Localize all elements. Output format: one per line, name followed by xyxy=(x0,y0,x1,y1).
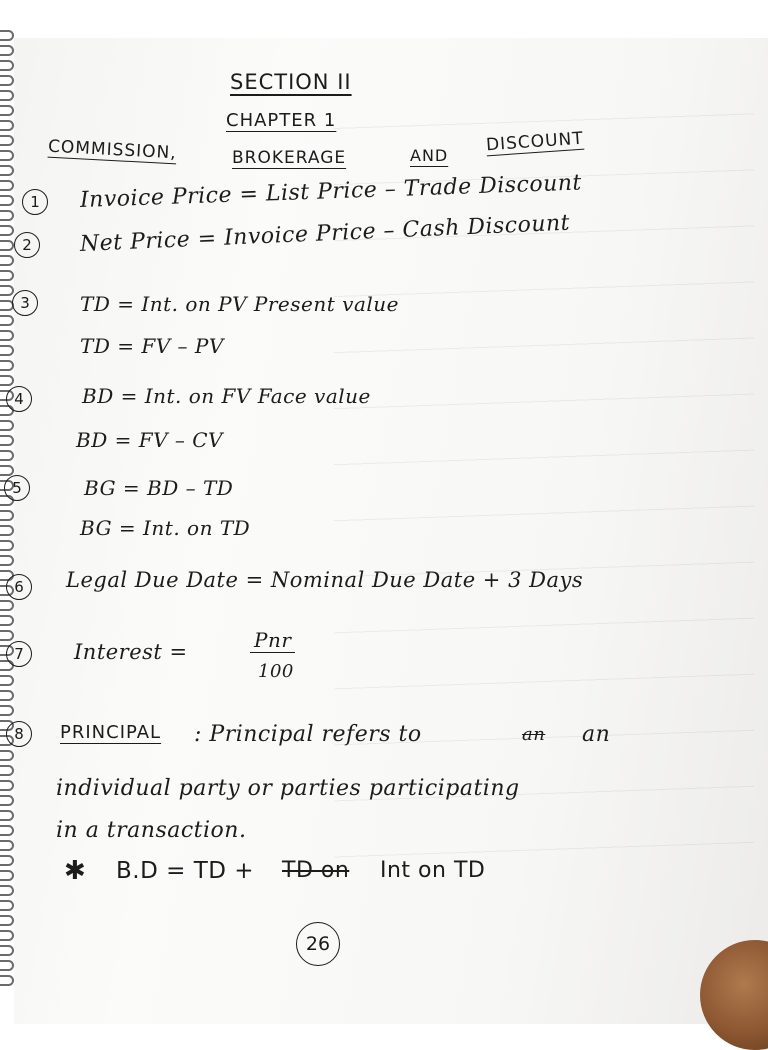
item-number-8: 8 xyxy=(6,721,32,747)
formula-interest-denominator: 100 xyxy=(258,661,294,682)
spiral-ring xyxy=(0,945,14,956)
chapter-title: CHAPTER 1 xyxy=(226,110,337,131)
spiral-ring xyxy=(0,765,14,776)
spiral-ring xyxy=(0,330,14,341)
principal-struck-word: an xyxy=(522,724,546,745)
item-number-3: 3 xyxy=(12,290,38,316)
item-number-6: 6 xyxy=(6,574,32,600)
spiral-ring xyxy=(0,885,14,896)
formula-interest-label: Interest = xyxy=(74,640,188,664)
spiral-ring xyxy=(0,510,14,521)
formula-legal-due-date: Legal Due Date = Nominal Due Date + 3 Days xyxy=(66,568,584,592)
star-note-icon: ✱ xyxy=(64,856,87,886)
spiral-ring xyxy=(0,630,14,641)
spiral-ring xyxy=(0,285,14,296)
principal-definition-line1-end: an xyxy=(582,722,611,747)
section-title: SECTION II xyxy=(230,70,352,94)
spiral-ring xyxy=(0,450,14,461)
spiral-ring xyxy=(0,375,14,386)
spiral-ring xyxy=(0,195,14,206)
spiral-ring xyxy=(0,240,14,251)
spiral-ring xyxy=(0,915,14,926)
formula-interest-numerator: Pnr xyxy=(250,628,295,653)
formula-invoice-price: Invoice Price = List Price – Trade Discount xyxy=(79,170,583,213)
formula-bd-int-fv: BD = Int. on FV Face value xyxy=(82,384,371,408)
spiral-ring xyxy=(0,180,14,191)
spiral-ring xyxy=(0,615,14,626)
page-number: 26 xyxy=(296,922,340,966)
spiral-ring xyxy=(0,525,14,536)
spiral-ring xyxy=(0,795,14,806)
spiral-ring xyxy=(0,825,14,836)
spiral-ring xyxy=(0,345,14,356)
formula-bg-bd-td: BG = BD – TD xyxy=(84,476,234,500)
heading-commission: COMMISSION, xyxy=(47,136,178,164)
spiral-ring xyxy=(0,45,14,56)
spiral-ring xyxy=(0,780,14,791)
formula-bg-int-td: BG = Int. on TD xyxy=(80,516,251,540)
spiral-ring xyxy=(0,255,14,266)
formula-bd-fv-cv: BD = FV – CV xyxy=(76,428,223,452)
spiral-ring xyxy=(0,870,14,881)
spiral-ring xyxy=(0,120,14,131)
principal-definition-line1: : Principal refers to xyxy=(194,722,422,747)
spiral-ring xyxy=(0,930,14,941)
formula-net-price: Net Price = Invoice Price – Cash Discount xyxy=(79,210,571,257)
spiral-ring xyxy=(0,555,14,566)
heading-discount: DISCOUNT xyxy=(485,128,585,156)
spiral-ring xyxy=(0,270,14,281)
note-struck-text: TD on xyxy=(282,858,350,883)
spiral-ring xyxy=(0,165,14,176)
principal-label: PRINCIPAL xyxy=(60,722,162,743)
spiral-ring xyxy=(0,540,14,551)
spiral-ring xyxy=(0,465,14,476)
note-int-on-td: Int on TD xyxy=(380,858,486,883)
spiral-ring xyxy=(0,225,14,236)
item-number-1: 1 xyxy=(22,189,48,215)
spiral-ring xyxy=(0,75,14,86)
spiral-ring xyxy=(0,900,14,911)
formula-td-fv-pv: TD = FV – PV xyxy=(80,334,224,358)
spiral-ring xyxy=(0,810,14,821)
spiral-ring xyxy=(0,315,14,326)
spiral-ring xyxy=(0,600,14,611)
spiral-ring xyxy=(0,975,14,986)
spiral-ring xyxy=(0,135,14,146)
item-number-2: 2 xyxy=(14,232,40,258)
spiral-ring xyxy=(0,840,14,851)
heading-brokerage: BROKERAGE xyxy=(232,148,347,168)
spiral-ring xyxy=(0,690,14,701)
spiral-ring xyxy=(0,150,14,161)
spiral-ring xyxy=(0,960,14,971)
spiral-ring xyxy=(0,435,14,446)
spiral-ring xyxy=(0,60,14,71)
spiral-ring xyxy=(0,360,14,371)
item-number-4: 4 xyxy=(6,386,32,412)
spiral-ring xyxy=(0,855,14,866)
note-bd-formula: B.D = TD + xyxy=(116,858,255,884)
principal-definition-line3: in a transaction. xyxy=(56,818,247,843)
spiral-ring xyxy=(0,30,14,41)
item-number-5: 5 xyxy=(4,475,30,501)
heading-and: AND xyxy=(410,146,449,165)
formula-td-int-pv: TD = Int. on PV Present value xyxy=(80,292,399,316)
spiral-ring xyxy=(0,675,14,686)
spiral-ring xyxy=(0,705,14,716)
spiral-ring xyxy=(0,750,14,761)
principal-definition-line2: individual party or parties participating xyxy=(56,776,520,801)
spiral-ring xyxy=(0,210,14,221)
spiral-binding xyxy=(0,30,16,990)
spiral-ring xyxy=(0,90,14,101)
item-number-7: 7 xyxy=(6,641,32,667)
spiral-ring xyxy=(0,105,14,116)
spiral-ring xyxy=(0,420,14,431)
